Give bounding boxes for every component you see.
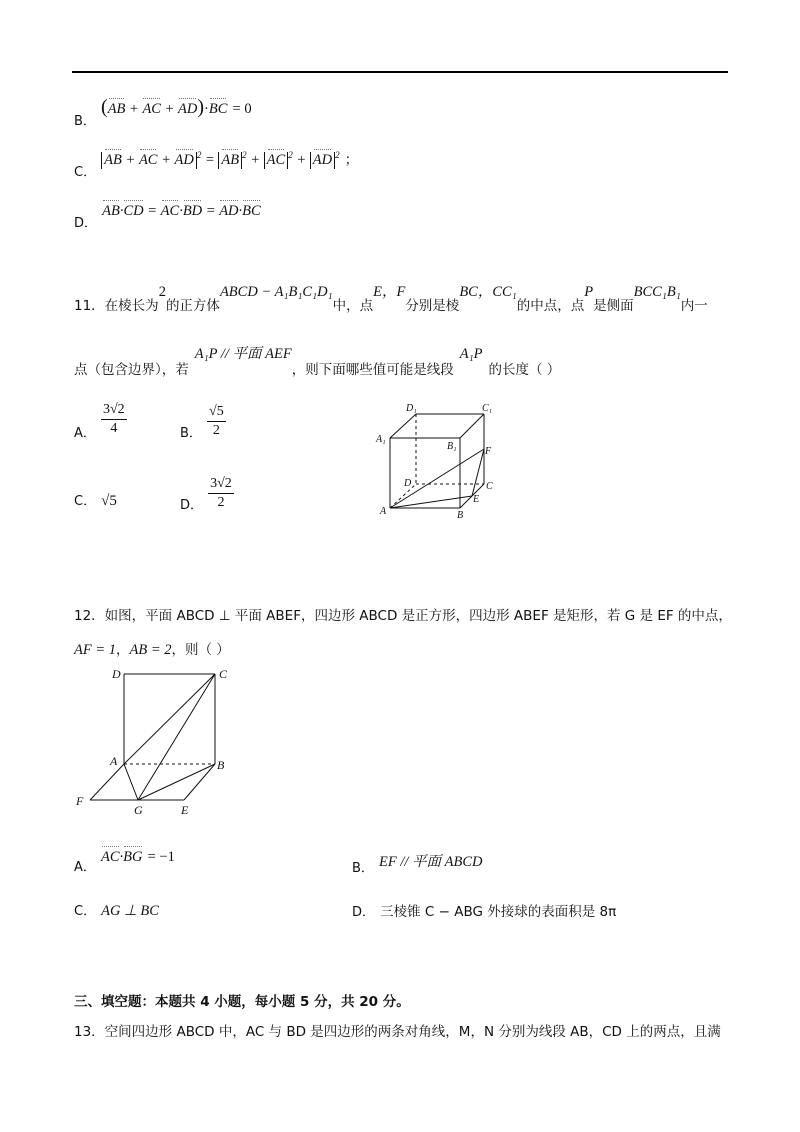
q12-stem-line1: 12．如图，平面 ABCD ⊥ 平面 ABEF，四边形 ABCD 是正方形，四边形 ABEF 是矩形，若 G 是 EF 的中点， — [74, 608, 732, 624]
label-c: C — [486, 481, 493, 492]
label-a: A — [110, 754, 118, 768]
label-c1: C₁ — [482, 403, 493, 414]
label-a1: A₁ — [376, 434, 386, 445]
label-b1: B₁ — [447, 441, 457, 452]
label-c: C — [219, 667, 228, 681]
q12-stem-line2: AF = 1，AB = 2，则（ ） — [74, 642, 230, 658]
q13-stem: 13．空间四边形 ABCD 中，AC 与 BD 是四边形的两条对角线，M，N 分别为线段 AB，CD 上的两点，且满 — [74, 1024, 721, 1040]
label-e: E — [181, 803, 189, 817]
q12-figure — [72, 664, 242, 818]
label-d: D — [404, 478, 412, 489]
q11-option-d[interactable]: $_{D.}$ $\frac{3√2}{2}$ — [180, 476, 232, 513]
q12-option-a[interactable]: $_{A.}$ AC·BG = −1 — [74, 849, 175, 875]
q11-option-c[interactable]: C． √5 — [74, 493, 117, 509]
label-d1: D₁ — [406, 403, 417, 414]
q11-stem-line2: $_{点(包含边界),若}$A₁P // 平面 $AEF_{,则下面哪些值可能是线段}A_1P_{的长度( )}$ — [74, 346, 561, 378]
q10-option-d[interactable]: $_{D.}$ AB·CD = AC·BD = AD·BC — [74, 203, 261, 231]
q10-option-b[interactable]: $_{B.}$ (AB + AC + AD)·BC = 0 — [74, 96, 252, 129]
label-b: B — [217, 758, 225, 772]
label-f: F — [485, 446, 492, 457]
q11-option-b[interactable]: $_{B.}$ $\frac{√5}{2}$ — [180, 404, 224, 441]
header-rule — [72, 71, 728, 73]
q12-option-c[interactable]: C． AG ⊥ BC — [74, 903, 159, 919]
label-e: E — [473, 494, 480, 505]
q10-option-c[interactable]: $_{C.}$ AB + AC + AD $^2$ = AB $^2$ + AC $^2$ + AD $^2$ ； — [74, 150, 359, 180]
label-f: F — [76, 794, 84, 808]
label-a: A — [380, 506, 387, 517]
q12-option-d[interactable]: D． 三棱锥 C − ABG 外接球的表面积是 8π — [352, 904, 617, 920]
label-b: B — [457, 510, 464, 521]
q11-stem-line1: $_{11.在棱长为}2_{的正方体}ABCD - A_1B_1C_1D_1_{中,点}E$，$F_{分别是棱}BC$，$CC_1_{的中点,点}P_{是侧面}BCC_1B_1_{内一}$ — [74, 284, 708, 314]
label-d: D — [112, 667, 121, 681]
q11-cube-figure — [370, 398, 510, 522]
section-heading-fill-in: 三、填空题：本题共 4 小题，每小题 5 分，共 20 分。 — [74, 994, 410, 1010]
q12-option-b[interactable]: $_{B.}$ EF // 平面 ABCD — [352, 854, 483, 876]
q11-option-a[interactable]: $_{A.}$ $\frac{3√2}{4}$ — [74, 402, 125, 441]
label-g: G — [134, 803, 143, 817]
